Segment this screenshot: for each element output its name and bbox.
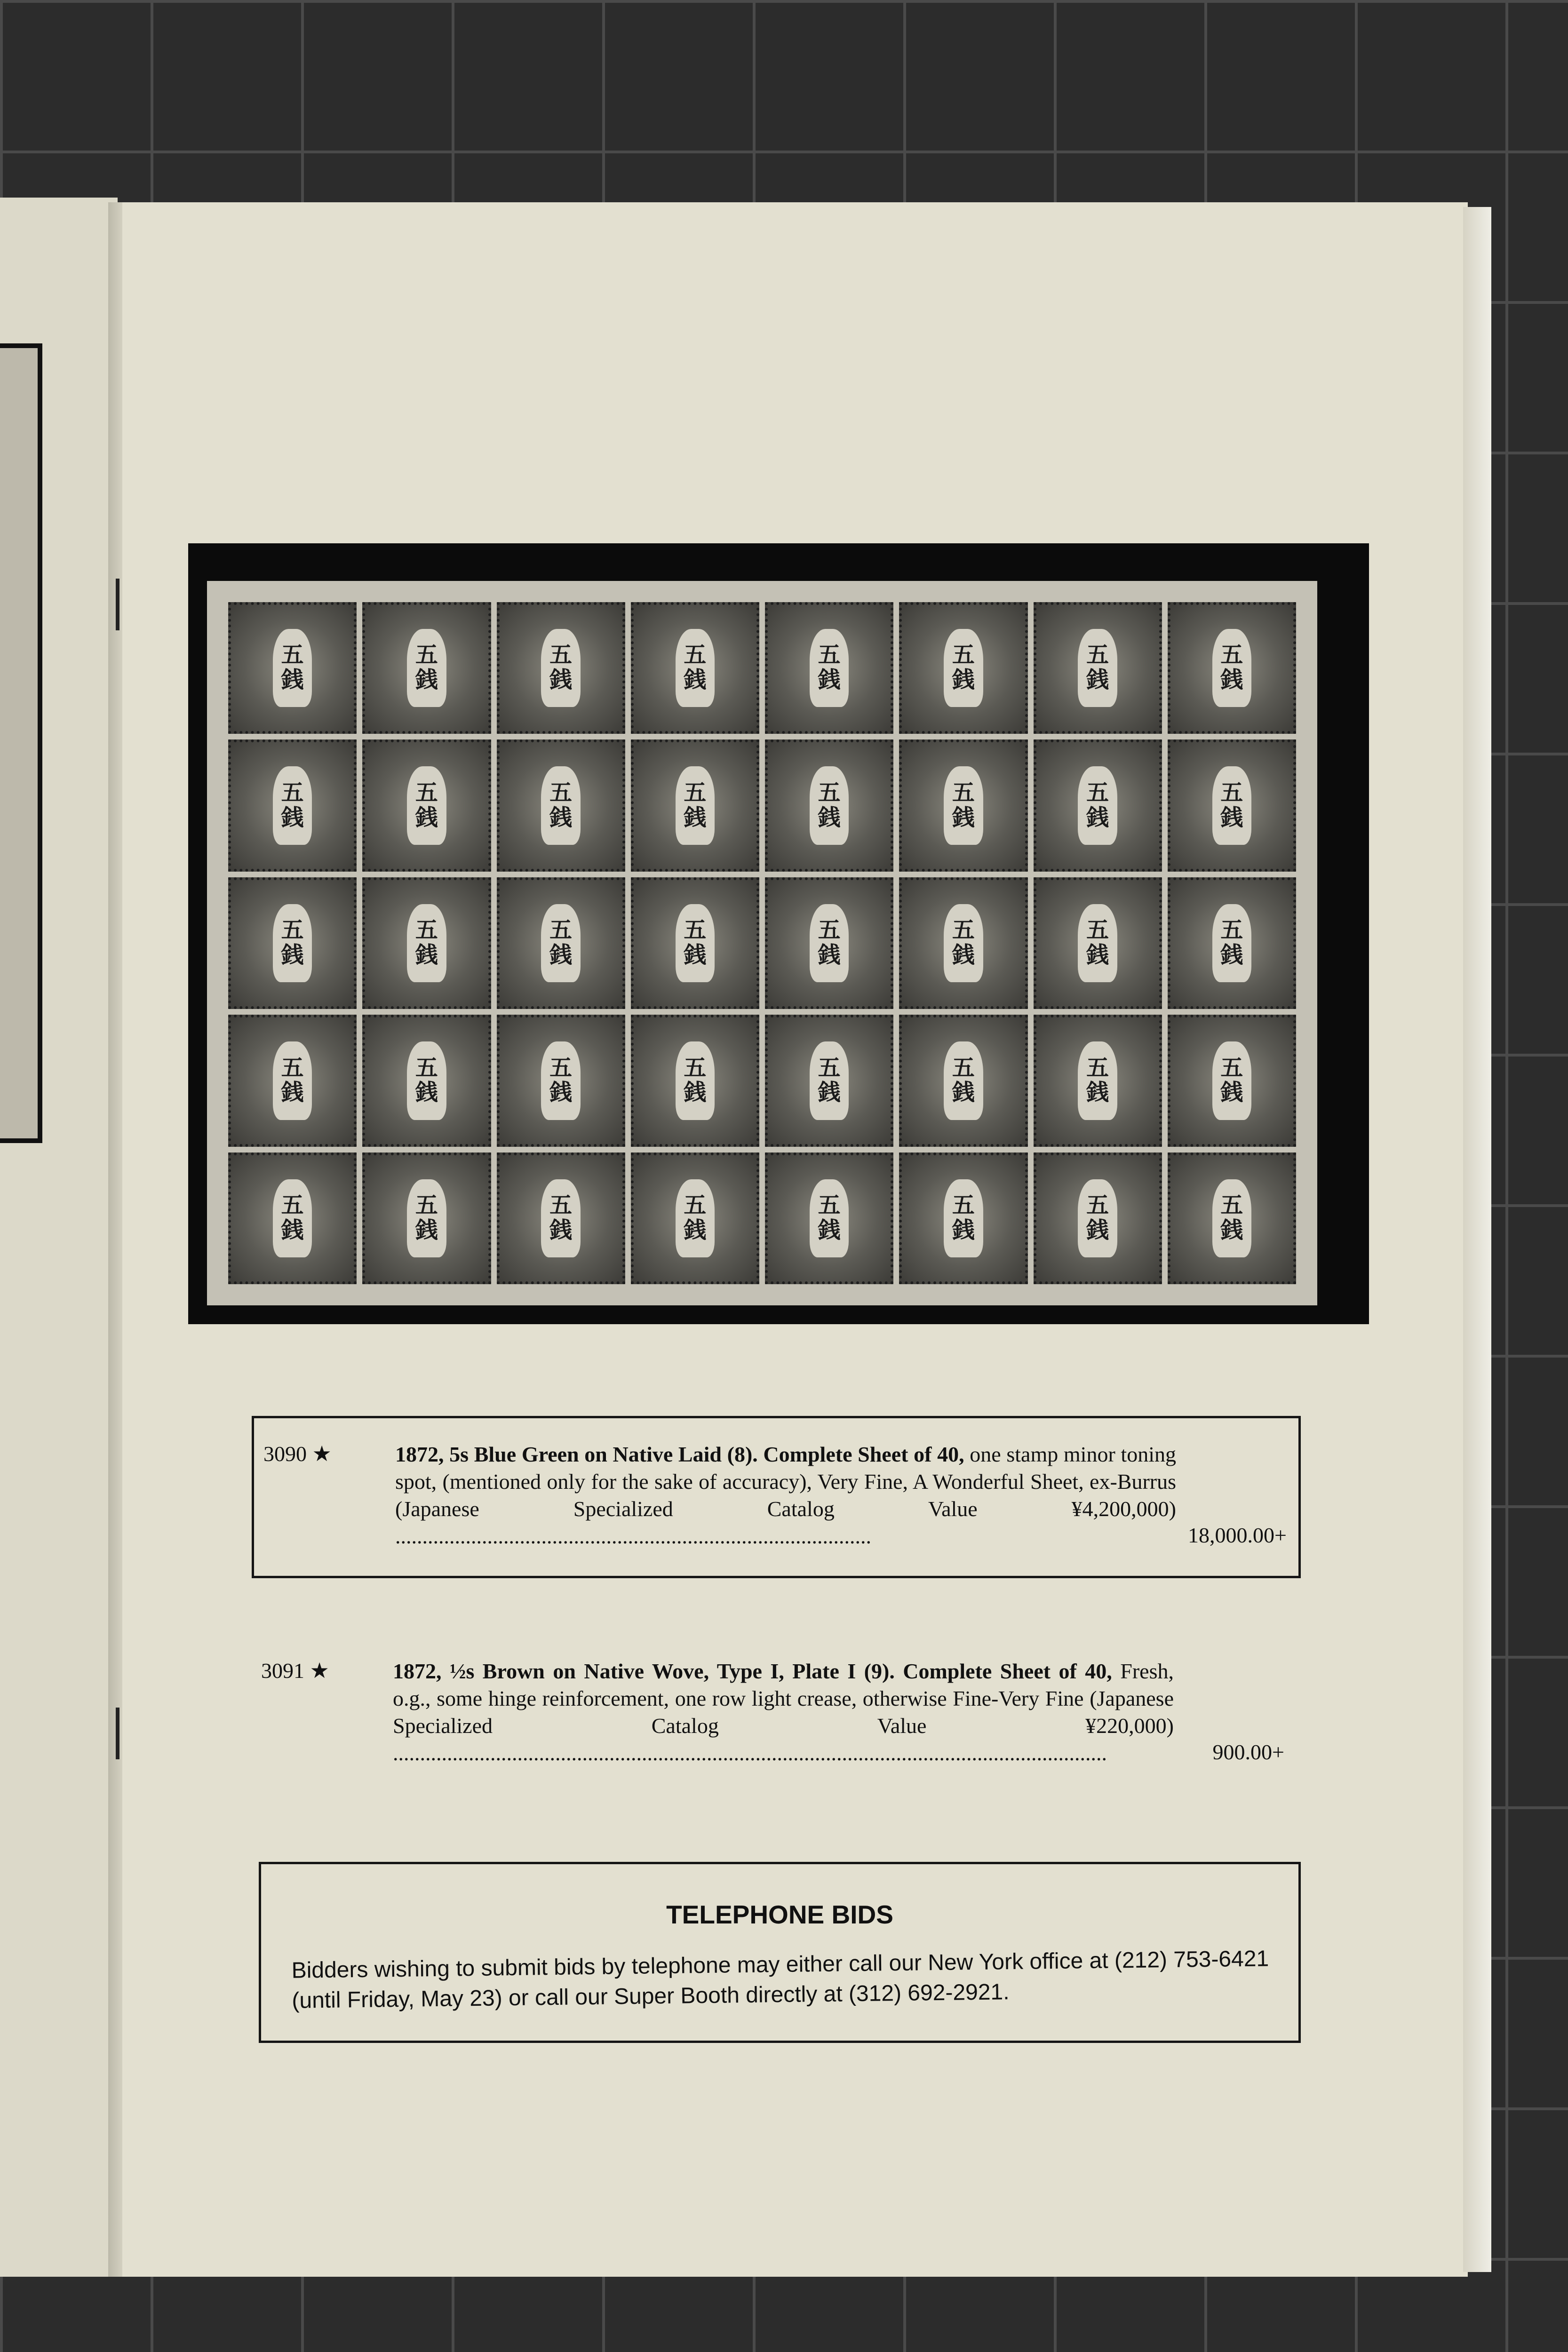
stamp-grid	[228, 602, 1296, 1284]
stamp-character: 五	[818, 1055, 841, 1081]
stamp-character: 五	[1086, 780, 1109, 805]
stamp-character: 五	[281, 1055, 304, 1081]
stamp-character: 銭	[684, 805, 707, 830]
stamp-character: 銭	[1086, 1217, 1109, 1243]
stamp-character: 銭	[1086, 805, 1109, 830]
stamp-character: 五	[684, 1192, 707, 1218]
stamp-character: 銭	[549, 942, 573, 968]
stamp-denomination	[407, 629, 446, 707]
stamp-denomination	[541, 1179, 581, 1257]
stamp-character: 五	[549, 918, 573, 943]
lot-number: 3091 ★	[261, 1659, 329, 1683]
stamp-denomination	[1212, 629, 1252, 707]
stamp-character: 五	[281, 1192, 304, 1218]
stamp-denomination	[273, 904, 312, 982]
stamp-denomination	[407, 766, 446, 844]
stamp	[631, 739, 759, 871]
stamp	[765, 602, 893, 734]
stamp-character: 銭	[818, 1080, 841, 1105]
stamp	[899, 1015, 1027, 1146]
stamp-denomination	[676, 1041, 715, 1120]
stamp-denomination	[1078, 1179, 1117, 1257]
stamp	[1034, 1152, 1162, 1284]
stamp-denomination	[541, 766, 581, 844]
stamp-character: 銭	[1086, 1080, 1109, 1105]
stamp-character: 銭	[415, 1080, 438, 1105]
stamp	[899, 877, 1027, 1009]
stamp-denomination	[407, 1179, 446, 1257]
stamp-character: 五	[281, 918, 304, 943]
page-edge	[1463, 207, 1491, 2272]
stamp	[362, 877, 491, 1009]
stamp	[631, 1152, 759, 1284]
stamp	[1168, 1152, 1296, 1284]
stamp-character: 銭	[281, 1217, 304, 1243]
stamp-character: 銭	[281, 1080, 304, 1105]
stamp	[1034, 602, 1162, 734]
stamp-denomination	[810, 904, 849, 982]
stamp-denomination	[273, 766, 312, 844]
lot-details: Fresh, o.g., some hinge reinforcement, one row light crease, otherwise Fine-Very Fine (Japanese Specialized Catalog Value ¥220,000)	[393, 1659, 1174, 1738]
stamp-sheet	[207, 581, 1317, 1305]
telephone-bids-box	[259, 1862, 1301, 2043]
stamp-character: 銭	[415, 667, 438, 693]
stamp-character: 銭	[549, 667, 573, 693]
stamp-character: 五	[1220, 1192, 1243, 1218]
stamp-character: 五	[1220, 918, 1243, 943]
lot-price: 18,000.00+	[1188, 1523, 1287, 1547]
stamp	[631, 1015, 759, 1146]
stamp-character: 五	[1086, 643, 1109, 668]
stamp-character: 五	[1086, 1192, 1109, 1218]
stamp-character: 銭	[1220, 1080, 1243, 1105]
stamp	[765, 1152, 893, 1284]
stamp-denomination	[1212, 1041, 1252, 1120]
lot-3090	[252, 1416, 1301, 1578]
stamp-character: 五	[1086, 918, 1109, 943]
stamp	[1168, 877, 1296, 1009]
stamp-character: 銭	[549, 1217, 573, 1243]
stamp-denomination	[944, 629, 983, 707]
stamp-character: 五	[952, 780, 975, 805]
stamp-character: 五	[684, 1055, 707, 1081]
stamp-character: 五	[818, 780, 841, 805]
stamp	[765, 877, 893, 1009]
stamp-sheet-photo	[188, 543, 1369, 1324]
stamp	[1168, 1015, 1296, 1146]
telephone-bids-title: TELEPHONE BIDS	[666, 1900, 893, 1929]
stamp-character: 五	[1220, 780, 1243, 805]
stamp-denomination	[273, 629, 312, 707]
stamp-character: 五	[818, 1192, 841, 1218]
stamp-denomination	[810, 766, 849, 844]
stamp-character: 銭	[1220, 1217, 1243, 1243]
stamp	[362, 1015, 491, 1146]
stamp-character: 銭	[415, 805, 438, 830]
stamp-character: 銭	[952, 805, 975, 830]
stamp-character: 銭	[415, 1217, 438, 1243]
stamp-character: 五	[818, 643, 841, 668]
stamp-character: 銭	[415, 942, 438, 968]
stamp-character: 五	[952, 643, 975, 668]
stamp-denomination	[676, 766, 715, 844]
stamp-character: 銭	[684, 942, 707, 968]
stamp-character: 五	[1220, 1055, 1243, 1081]
stamp	[765, 739, 893, 871]
lot-price: 900.00+	[1212, 1740, 1284, 1764]
stamp-character: 銭	[818, 805, 841, 830]
stamp-character: 五	[281, 780, 304, 805]
stamp-denomination	[1078, 629, 1117, 707]
stamp-character: 銭	[952, 667, 975, 693]
stamp-denomination	[676, 904, 715, 982]
stamp-denomination	[1078, 766, 1117, 844]
stamp-denomination	[1078, 904, 1117, 982]
stamp-character: 五	[684, 780, 707, 805]
stamp-character: 銭	[684, 1217, 707, 1243]
stamp-character: 五	[281, 643, 304, 668]
stamp-character: 銭	[684, 667, 707, 693]
stamp	[228, 1015, 357, 1146]
stamp-denomination	[407, 904, 446, 982]
stamp-character: 銭	[1220, 942, 1243, 968]
stamp-character: 五	[415, 1192, 438, 1218]
lot-description: 1872, 5s Blue Green on Native Laid (8). Complete Sheet of 40, one stamp minor toning spot, (mentioned only for the sake of accuracy), Very Fine, A Wonderful Sheet, ex-Burrus (Japanese Specialized Catalog Value ¥4,200,000)........................................................................................	[395, 1442, 1176, 1548]
stamp-denomination	[1212, 1179, 1252, 1257]
stamp-character: 銭	[818, 667, 841, 693]
stamp	[899, 739, 1027, 871]
stamp-character: 五	[952, 918, 975, 943]
stamp	[497, 1152, 625, 1284]
stamp-denomination	[1212, 766, 1252, 844]
stamp-character: 五	[684, 643, 707, 668]
stamp-denomination	[1212, 904, 1252, 982]
lot-title: 1872, 5s Blue Green on Native Laid (8). Complete Sheet of 40,	[395, 1442, 964, 1466]
telephone-bids-body: Bidders wishing to submit bids by telephone may either call our New York office at (212) 753-6421 (until Friday, May 23) or call our Super Booth directly at (312) 692-2921.	[291, 1946, 1269, 2013]
stamp-character: 銭	[549, 805, 573, 830]
stamp-character: 五	[415, 1055, 438, 1081]
stamp-denomination	[944, 1179, 983, 1257]
stamp-character: 五	[549, 1055, 573, 1081]
stamp	[497, 602, 625, 734]
stamp-character: 五	[549, 1192, 573, 1218]
stamp-denomination	[810, 1179, 849, 1257]
stamp	[362, 739, 491, 871]
stamp-character: 銭	[952, 1217, 975, 1243]
staple-bottom	[116, 1708, 119, 1759]
stamp-character: 銭	[684, 1080, 707, 1105]
stamp	[765, 1015, 893, 1146]
stamp-character: 五	[1086, 1055, 1109, 1081]
left-page-photo	[0, 343, 42, 1143]
stamp-character: 銭	[1086, 667, 1109, 693]
stamp-denomination	[810, 629, 849, 707]
stamp	[228, 877, 357, 1009]
stamp-character: 五	[549, 643, 573, 668]
stamp	[899, 602, 1027, 734]
stamp	[1034, 1015, 1162, 1146]
stamp	[1168, 739, 1296, 871]
stamp-denomination	[541, 1041, 581, 1120]
stamp-denomination	[541, 629, 581, 707]
stamp-denomination	[273, 1179, 312, 1257]
stamp-denomination	[676, 629, 715, 707]
stamp-denomination	[944, 766, 983, 844]
stamp-character: 銭	[281, 667, 304, 693]
stamp-character: 銭	[818, 942, 841, 968]
stamp	[228, 1152, 357, 1284]
stamp	[228, 739, 357, 871]
stamp	[362, 602, 491, 734]
stamp-denomination	[944, 904, 983, 982]
stamp-character: 五	[952, 1192, 975, 1218]
stamp-character: 五	[549, 780, 573, 805]
stamp	[899, 1152, 1027, 1284]
stamp-denomination	[407, 1041, 446, 1120]
stamp	[1168, 602, 1296, 734]
stamp-character: 銭	[952, 942, 975, 968]
stamp-character: 五	[818, 918, 841, 943]
stamp-character: 銭	[952, 1080, 975, 1105]
stamp-denomination	[1078, 1041, 1117, 1120]
stamp-character: 銭	[1220, 667, 1243, 693]
stamp-character: 銭	[1220, 805, 1243, 830]
stamp-denomination	[273, 1041, 312, 1120]
stamp-denomination	[676, 1179, 715, 1257]
stamp-character: 銭	[1086, 942, 1109, 968]
stamp	[497, 1015, 625, 1146]
stamp-denomination	[810, 1041, 849, 1120]
stamp-character: 五	[1220, 643, 1243, 668]
stamp-character: 銭	[281, 805, 304, 830]
stamp-character: 五	[952, 1055, 975, 1081]
stamp-denomination	[541, 904, 581, 982]
stamp-character: 五	[415, 780, 438, 805]
staple-top	[116, 579, 119, 630]
stamp	[497, 739, 625, 871]
stamp-character: 銭	[549, 1080, 573, 1105]
stamp-character: 五	[415, 643, 438, 668]
stamp	[362, 1152, 491, 1284]
stamp	[228, 602, 357, 734]
stamp-character: 五	[684, 918, 707, 943]
stamp-character: 銭	[818, 1217, 841, 1243]
lot-number: 3090 ★	[263, 1442, 332, 1466]
lot-title: 1872, ½s Brown on Native Wove, Type I, Plate I (9). Complete Sheet of 40,	[393, 1659, 1112, 1683]
stamp-denomination	[944, 1041, 983, 1120]
stamp	[497, 877, 625, 1009]
stamp-character: 銭	[281, 942, 304, 968]
stamp	[631, 602, 759, 734]
lot-details: one stamp minor toning spot, (mentioned only for the sake of accuracy), Very Fine, A Wonderful Sheet, ex-Burrus (Japanese Specialized Catalog Value ¥4,200,000)	[395, 1442, 1176, 1521]
stamp	[1034, 877, 1162, 1009]
lot-description: 1872, ½s Brown on Native Wove, Type I, Plate I (9). Complete Sheet of 40, Fresh, o.g., some hinge reinforcement, one row light crease, otherwise Fine-Very Fine (Japanese Specialized Catalog Value ¥220,000)....................................................................................................................................	[393, 1659, 1174, 1765]
stamp-character: 五	[415, 918, 438, 943]
stamp	[631, 877, 759, 1009]
stamp	[1034, 739, 1162, 871]
